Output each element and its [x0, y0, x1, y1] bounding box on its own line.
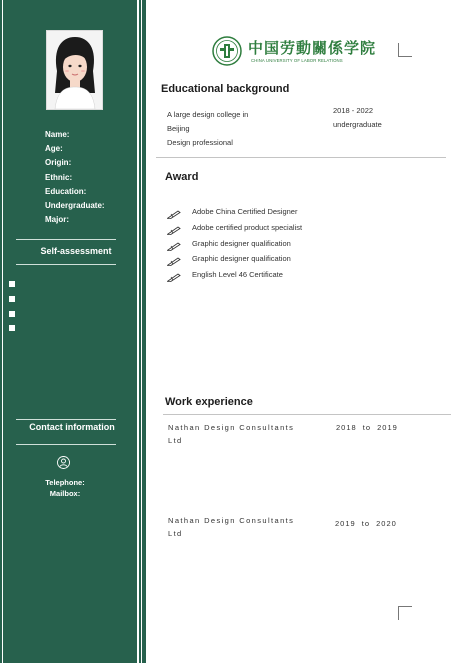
mailbox-label: Mailbox: [49, 489, 81, 498]
profile-photo [46, 30, 103, 110]
self-assessment-title: Self-assessment [40, 246, 112, 256]
divider [16, 264, 116, 265]
award-item-label: Graphic designer qualification [192, 254, 291, 264]
work-company [168, 422, 298, 447]
education-degree: undergraduate [333, 120, 382, 129]
education-school-line: A large design college in [167, 110, 249, 119]
divider [16, 419, 116, 420]
white-square-icon [9, 325, 15, 331]
field-major: Major: [45, 215, 70, 225]
contact-title: Contact information [29, 422, 115, 432]
field-education: Education: [45, 186, 87, 196]
education-school-line: Beijing [167, 124, 190, 133]
award-title: Award [165, 171, 199, 183]
sidebar-border-left [2, 0, 3, 663]
sidebar-border-right [137, 0, 139, 663]
contact-details [40, 477, 90, 499]
field-name: Name: [45, 130, 70, 139]
work-company-line: Nathan Design Consultants [168, 516, 295, 525]
award-item-label: Graphic designer qualification [192, 238, 291, 248]
field-undergraduate: Undergraduate: [45, 200, 105, 210]
work-company-line: Ltd [168, 435, 183, 445]
award-item-label: Adobe certified product specialist [192, 222, 303, 232]
corner-mark [398, 606, 412, 620]
user-circle-icon [57, 456, 70, 469]
university-seal-icon [212, 36, 242, 71]
field-ethnic: Ethnic: [45, 172, 73, 182]
corner-mark [398, 43, 412, 57]
sidebar-border-right-thin [141, 0, 142, 663]
pen-icon [167, 272, 181, 282]
work-company-line: Nathan Design Consultants [168, 423, 295, 432]
pen-icon [167, 209, 181, 219]
award-item-label: Adobe China Certified Designer [192, 207, 298, 216]
white-square-icon [9, 296, 15, 302]
divider [156, 157, 446, 158]
work-company [168, 515, 298, 540]
white-square-icon [9, 311, 15, 317]
field-origin: Origin: [45, 158, 72, 168]
telephone-label: Telephone: [45, 478, 85, 487]
divider [16, 239, 116, 240]
work-company-line: Ltd [168, 528, 183, 538]
field-age: Age: [45, 144, 63, 154]
pen-icon [167, 225, 181, 235]
education-title: Educational background [161, 83, 290, 95]
pen-icon [167, 256, 181, 266]
personal-info [45, 128, 107, 227]
award-item-label: English Level 46 Certificate [192, 270, 283, 280]
white-square-icon [9, 281, 15, 287]
work-dates: 2018 to 2019 [336, 423, 398, 432]
work-title: Work experience [165, 396, 253, 408]
education-years: 2018 - 2022 [333, 106, 374, 115]
education-school-line: Design professional [167, 138, 233, 147]
logo-chinese-name: 中国劳動關係学院 [248, 39, 377, 57]
pen-icon [167, 241, 181, 251]
divider [16, 444, 116, 445]
divider [163, 414, 451, 415]
logo-english-name: CHINA UNIVERSITY OF LABOR RELATIONS [251, 58, 343, 63]
work-dates: 2019 to 2020 [335, 519, 397, 528]
